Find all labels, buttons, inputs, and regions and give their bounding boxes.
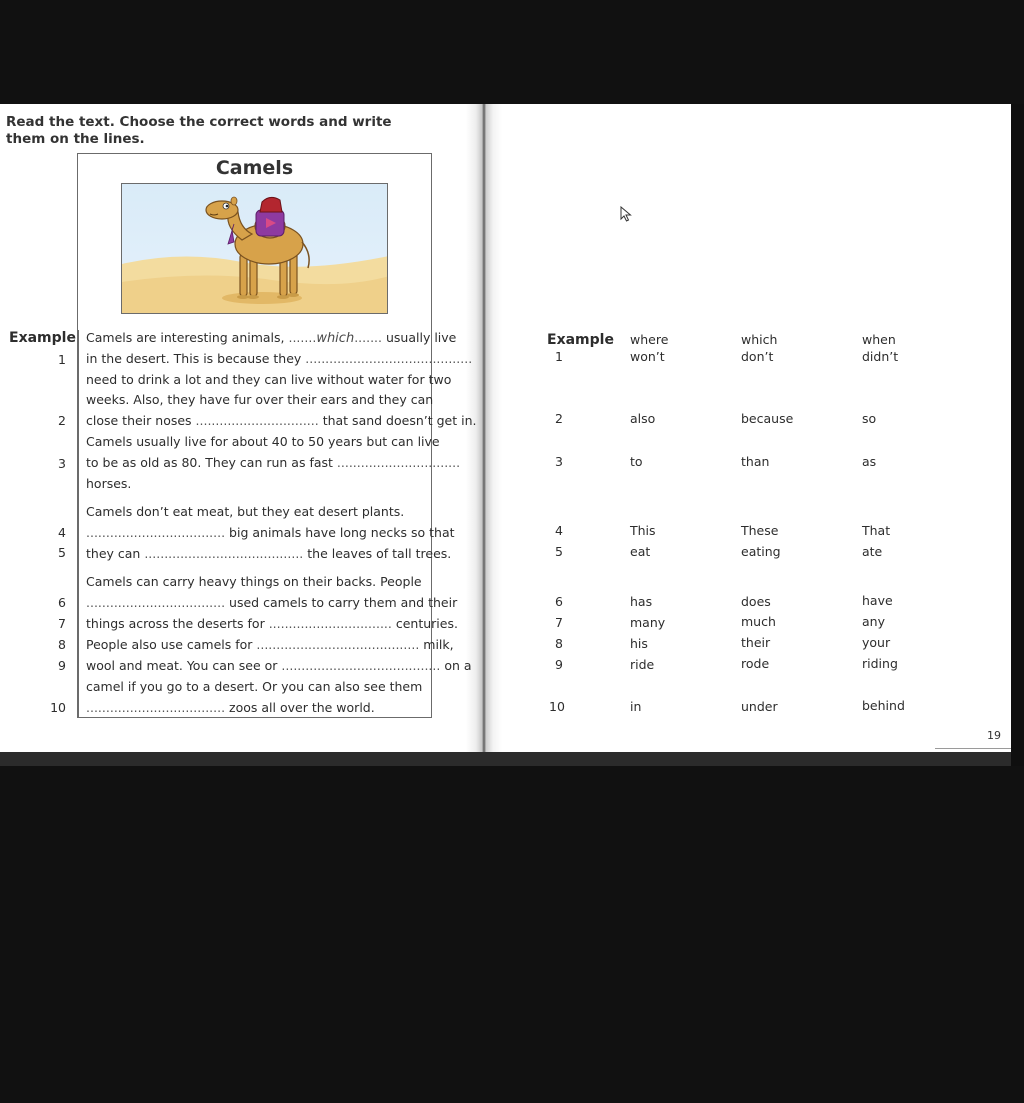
- choices-example-label: Example: [547, 332, 614, 348]
- choice-option[interactable]: much: [741, 614, 776, 629]
- choice-option: which: [741, 332, 778, 347]
- choice-number-6: 6: [555, 594, 563, 609]
- story-line-9: wool and meat. You can see or ........................................ on a: [86, 658, 472, 673]
- choice-option[interactable]: ate: [862, 544, 883, 559]
- choice-number-9: 9: [555, 657, 563, 672]
- story-number-1: 1: [58, 352, 66, 367]
- story-number-6: 6: [58, 595, 66, 610]
- choice-option[interactable]: don’t: [741, 349, 774, 364]
- choice-option[interactable]: rode: [741, 656, 770, 671]
- answer-gap-5[interactable]: ........................................: [144, 546, 304, 561]
- choice-option: where: [630, 332, 669, 347]
- choice-option[interactable]: These: [741, 523, 779, 538]
- choice-option[interactable]: eating: [741, 544, 781, 559]
- choice-option: when: [862, 332, 896, 347]
- story-number-7: 7: [58, 616, 66, 631]
- choice-option[interactable]: your: [862, 635, 891, 650]
- choice-option[interactable]: That: [862, 523, 891, 538]
- choice-option[interactable]: also: [630, 411, 656, 426]
- story-line-2: close their noses ............................... that sand doesn’t get in.: [86, 413, 477, 428]
- right-border: [1011, 104, 1024, 766]
- story-line-6: ................................... used camels to carry them and their: [86, 595, 458, 610]
- choice-number-3: 3: [555, 454, 563, 469]
- choice-option[interactable]: his: [630, 636, 648, 651]
- choice-number-2: 2: [555, 411, 563, 426]
- page-number: 19: [987, 729, 1001, 742]
- story-number-2: 2: [58, 413, 66, 428]
- story-line-7: things across the deserts for ............................... centuries.: [86, 616, 458, 631]
- answer-gap-10[interactable]: ...................................: [86, 700, 226, 715]
- story-number-10: 10: [50, 700, 66, 715]
- story-line-1: in the desert. This is because they ..........................................: [86, 351, 473, 366]
- story-number-4: 4: [58, 525, 66, 540]
- story-example-label: Example: [9, 330, 76, 346]
- choice-number-4: 4: [555, 523, 563, 538]
- choice-option[interactable]: eat: [630, 544, 651, 559]
- choice-option[interactable]: This: [630, 523, 656, 538]
- choice-option[interactable]: than: [741, 454, 770, 469]
- camel-illustration: [121, 183, 388, 314]
- mouse-cursor-icon: [620, 206, 632, 226]
- choice-option[interactable]: in: [630, 699, 642, 714]
- book-bottom-edge: [0, 752, 1011, 766]
- choice-number-10: 10: [549, 699, 565, 714]
- story-line-example: Camels are interesting animals, .......which....... usually live: [86, 330, 457, 346]
- choice-option[interactable]: have: [862, 593, 893, 608]
- workbook-spread: [0, 104, 1011, 752]
- choice-option[interactable]: many: [630, 615, 666, 630]
- story-line: camel if you go to a desert. Or you can also see them: [86, 679, 423, 694]
- choice-option[interactable]: behind: [862, 698, 905, 713]
- answer-gap-8[interactable]: .........................................: [256, 637, 420, 652]
- story-title: Camels: [215, 157, 294, 179]
- answer-gap-7[interactable]: ...............................: [268, 616, 392, 631]
- story-number-8: 8: [58, 637, 66, 652]
- choice-number-1: 1: [555, 349, 563, 364]
- answer-gap-3[interactable]: ...............................: [336, 455, 461, 470]
- story-line-3: to be as old as 80. They can run as fast ...............................: [86, 455, 461, 470]
- story-number-9: 9: [58, 658, 66, 673]
- choice-option[interactable]: has: [630, 594, 653, 609]
- choice-option[interactable]: didn’t: [862, 349, 899, 364]
- story-line-5: they can ........................................ the leaves of tall trees.: [86, 546, 452, 561]
- story-number-3: 3: [58, 456, 66, 471]
- story-line: weeks. Also, they have fur over their ears and they can: [86, 392, 434, 407]
- story-line-8: People also use camels for ......................................... milk,: [86, 637, 454, 652]
- story-line: need to drink a lot and they can live without water for two: [86, 372, 452, 387]
- answer-gap-1[interactable]: ..........................................: [305, 351, 473, 366]
- answer-gap-9[interactable]: ........................................: [281, 658, 441, 673]
- story-number-5: 5: [58, 545, 66, 560]
- choice-option[interactable]: their: [741, 635, 771, 650]
- choice-option[interactable]: to: [630, 454, 643, 469]
- choice-option[interactable]: under: [741, 699, 778, 714]
- choice-option[interactable]: riding: [862, 656, 898, 671]
- choice-number-8: 8: [555, 636, 563, 651]
- choice-option[interactable]: as: [862, 454, 877, 469]
- choice-option[interactable]: any: [862, 614, 885, 629]
- choice-option[interactable]: so: [862, 411, 877, 426]
- answer-gap-6[interactable]: ...................................: [86, 595, 226, 610]
- choice-option[interactable]: ride: [630, 657, 655, 672]
- choice-option[interactable]: won’t: [630, 349, 665, 364]
- choice-option[interactable]: does: [741, 594, 771, 609]
- example-answer: which: [316, 331, 355, 346]
- story-line: Camels can carry heavy things on their backs. People: [86, 574, 422, 589]
- story-line-10: ................................... zoos all over the world.: [86, 700, 375, 715]
- choice-option[interactable]: because: [741, 411, 794, 426]
- choice-number-5: 5: [555, 544, 563, 559]
- story-column-divider: [78, 330, 79, 718]
- choice-number-7: 7: [555, 615, 563, 630]
- page-rule: [935, 748, 1011, 749]
- answer-gap-2[interactable]: ...............................: [195, 413, 319, 428]
- answer-gap-4[interactable]: ...................................: [86, 525, 226, 540]
- story-line: Camels don’t eat meat, but they eat desert plants.: [86, 504, 405, 519]
- exercise-instructions: Read the text. Choose the correct words and write them on the lines.: [6, 114, 392, 147]
- story-line: horses.: [86, 476, 132, 491]
- story-line-4: ................................... big animals have long necks so that: [86, 525, 455, 540]
- story-line: Camels usually live for about 40 to 50 years but can live: [86, 434, 440, 449]
